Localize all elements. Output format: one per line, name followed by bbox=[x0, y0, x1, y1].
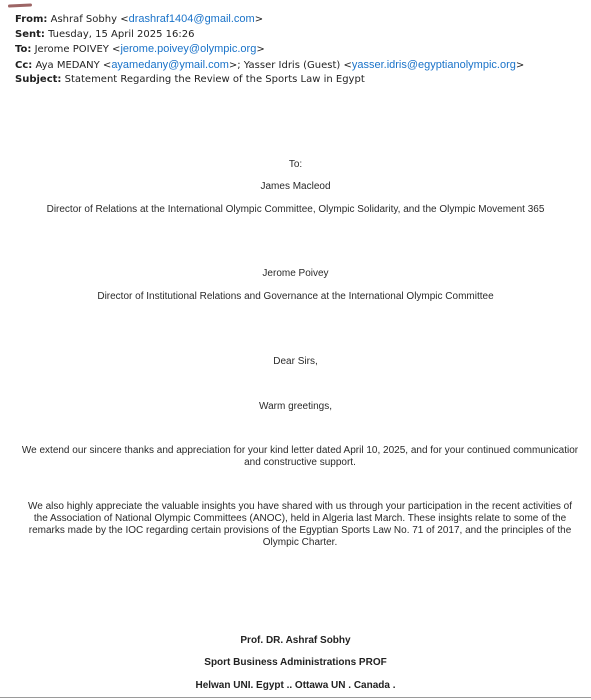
recipient2-name: Jerome Poivey bbox=[262, 268, 329, 279]
sent-value: Tuesday, 15 April 2025 16:26 bbox=[48, 28, 195, 40]
from-label: From: bbox=[15, 14, 48, 25]
page-bottom-rule bbox=[0, 697, 591, 698]
cc2-name: Yasser Idris (Guest) bbox=[243, 59, 341, 71]
cc-row: Cc: Aya MEDANY <ayamedany@ymail.com>; Yasser Idris (Guest) <yasser.idris@egyptianolympic.org> bbox=[15, 58, 525, 71]
paragraph-2-line-4: Olympic Charter. bbox=[262, 537, 338, 548]
paragraph-2-line-1: We also highly appreciate the valuable insights you have shared with us through your participation in the recent activities of bbox=[27, 501, 573, 512]
paragraph-2-line-3: remarks made by the IOC regarding certain provisions of the Egyptian Sports Law No. 71 of 2017, and the principles of the bbox=[28, 525, 572, 536]
paragraph-1-line-1: We extend our sincere thanks and appreciation for your kind letter dated April 10, 2025, and for your continued communicatior bbox=[21, 445, 579, 456]
subject-row bbox=[15, 73, 524, 88]
sent-label: Sent: bbox=[15, 28, 45, 40]
recipient1-name: James Macleod bbox=[260, 181, 331, 192]
cc-label: Cc: bbox=[15, 59, 33, 71]
sent-row bbox=[15, 28, 524, 43]
paragraph-1 bbox=[12, 445, 588, 469]
email-header bbox=[15, 12, 524, 88]
subject-value: Statement Regarding the Review of the Sports Law in Egypt bbox=[64, 74, 365, 85]
recipient2-title: Director of Institutional Relations and Governance at the International Olympic Committee bbox=[97, 291, 494, 302]
salutation: Dear Sirs, bbox=[273, 356, 318, 367]
paragraph-2 bbox=[12, 501, 588, 549]
pen-stroke-mark bbox=[8, 3, 32, 7]
subject-label: Subject: bbox=[15, 74, 62, 85]
to-label: To: bbox=[15, 44, 32, 55]
to-email-link[interactable]: jerome.poivey@olympic.org bbox=[120, 43, 257, 55]
signature-title: Sport Business Administrations PROF bbox=[204, 657, 387, 668]
letter-to: To: bbox=[288, 159, 303, 170]
recipient1-title: Director of Relations at the International Olympic Committee, Olympic Solidarity, and the Olympic Movement 365 bbox=[46, 204, 545, 215]
cc1-email-link[interactable]: ayamedany@ymail.com bbox=[111, 58, 229, 71]
from-email-link[interactable]: drashraf1404@gmail.com bbox=[128, 13, 255, 25]
to-row: To: Jerome POIVEY <jerome.poivey@olympic.org> bbox=[15, 43, 265, 55]
paragraph-2-line-2: the Association of National Olympic Committees (ANOC), held in Algeria last March. These insights relate to some of the bbox=[33, 513, 567, 524]
cc1-name: Aya MEDANY bbox=[35, 59, 100, 71]
to-name: Jerome POIVEY bbox=[34, 44, 109, 55]
signature-name: Prof. DR. Ashraf Sobhy bbox=[240, 635, 351, 646]
from-name: Ashraf Sobhy bbox=[50, 14, 118, 25]
paragraph-1-line-2: and constructive support. bbox=[244, 457, 356, 468]
signature-affiliation: Helwan UNI. Egypt .. Ottawa UN . Canada . bbox=[195, 680, 396, 691]
greeting: Warm greetings, bbox=[259, 401, 332, 412]
cc2-email-link[interactable]: yasser.idris@egyptianolympic.org bbox=[351, 58, 516, 71]
from-row: From: Ashraf Sobhy <drashraf1404@gmail.com> bbox=[15, 13, 264, 25]
